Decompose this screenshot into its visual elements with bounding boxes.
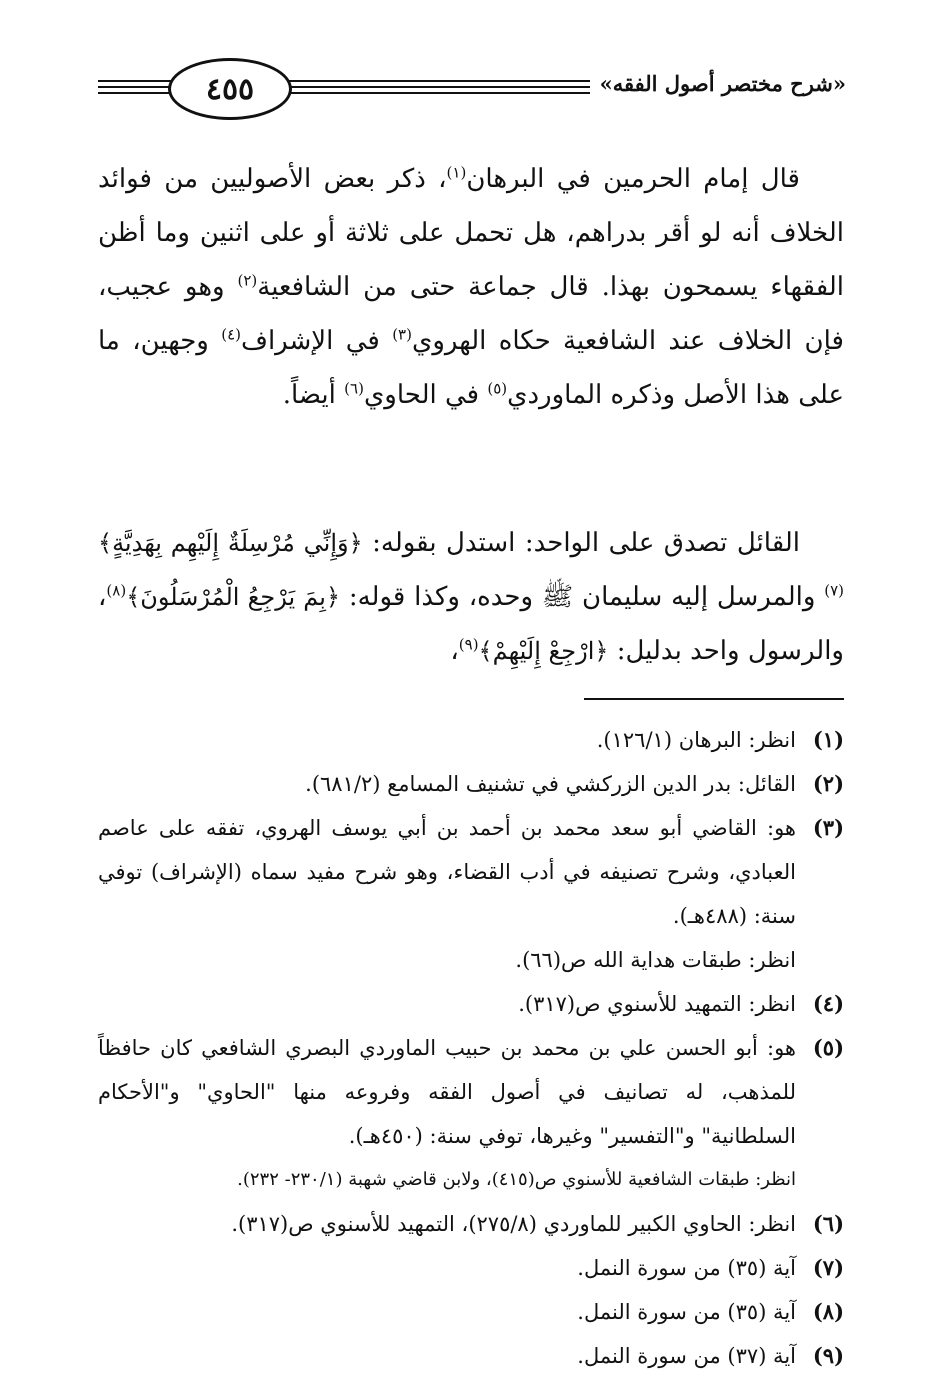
footnote-ref: (٨) bbox=[106, 581, 127, 600]
footnote-text: انظر: التمهيد للأسنوي ص(٣١٧). bbox=[518, 992, 796, 1016]
text: ، bbox=[450, 636, 459, 666]
main-paragraph-2 bbox=[98, 516, 844, 678]
footnote-ref: (٤) bbox=[221, 325, 241, 344]
footnotes bbox=[98, 718, 844, 1378]
quran-verse: ﴿بِمَ يَرْجِعُ الْمُرْسَلُونَ﴾ bbox=[126, 583, 341, 611]
footnote-text: آية (٣٧) من سورة النمل. bbox=[577, 1344, 796, 1368]
footnote-number: (٨) bbox=[812, 1299, 844, 1324]
footnote-number: (٥) bbox=[812, 1035, 844, 1060]
text: في الإشراف bbox=[241, 326, 393, 356]
footnote-item bbox=[98, 1290, 844, 1334]
footnote-item bbox=[98, 1158, 844, 1202]
footnote-ref: (٣) bbox=[392, 325, 412, 344]
text: ، ذكر بعض الأصوليين من فوائد الخلاف أنه لو أقر بدراهم، هل تحمل على ثلاثة أو على اثنين وما أظن الفقهاء يسمحون بهذا. قال جماعة حتى من الشافعية bbox=[98, 164, 845, 302]
quran-verse: ﴿وَإِنِّي مُرْسِلَةٌ إِلَيْهِم بِهَدِيَّةٍ﴾ bbox=[98, 529, 363, 557]
footnote-text: انظر: البرهان (١٢٦/١). bbox=[596, 728, 796, 752]
footnote-text: آية (٣٥) من سورة النمل. bbox=[577, 1300, 796, 1324]
text: أيضاً. bbox=[282, 380, 345, 410]
text: قال إمام الحرمين في البرهان bbox=[466, 164, 800, 194]
page-number: ٤٥٥ bbox=[168, 58, 292, 120]
footnote-text: انظر: الحاوي الكبير للماوردي (٢٧٥/٨)، التمهيد للأسنوي ص(٣١٧). bbox=[231, 1212, 796, 1236]
footnote-ref: (٩) bbox=[458, 635, 479, 654]
footnote-item bbox=[98, 1334, 844, 1378]
footnote-item bbox=[98, 1246, 844, 1290]
footnote-item bbox=[98, 982, 844, 1026]
footnote-item bbox=[98, 938, 844, 982]
footnote-item bbox=[98, 718, 844, 762]
text: وجهين، ما على هذا الأصل وذكره الماوردي bbox=[98, 326, 844, 410]
footnote-text: آية (٣٥) من سورة النمل. bbox=[577, 1256, 796, 1280]
text: والمرسل إليه سليمان ﷺ وحده، وكذا قوله: bbox=[340, 582, 825, 612]
footnote-reference: انظر: طبقات الشافعية للأسنوي ص(٤١٥)، ولابن قاضي شهبة (٢٣٠/١- ٢٣٢). bbox=[237, 1169, 796, 1190]
text: وهو عجيب، فإن الخلاف عند الشافعية حكاه الهروي bbox=[98, 272, 844, 356]
text: القائل تصدق على الواحد: استدل بقوله: bbox=[362, 528, 800, 558]
footnote-ref: (٥) bbox=[487, 379, 508, 398]
footnote-number: (٣) bbox=[812, 815, 844, 840]
quran-verse: ﴿ارْجِعْ إِلَيْهِمْ﴾ bbox=[478, 637, 609, 665]
footnote-item bbox=[98, 1026, 844, 1158]
footnote-item bbox=[98, 762, 844, 806]
footnote-ref: (٦) bbox=[344, 379, 364, 398]
footnote-number: (٤) bbox=[812, 991, 844, 1016]
footnote-text: القائل: بدر الدين الزركشي في تشنيف المسامع (٦٨١/٢). bbox=[305, 772, 796, 796]
footnote-ref: (٧) bbox=[824, 581, 844, 600]
footnote-ref: (٢) bbox=[237, 271, 258, 290]
footnote-separator bbox=[584, 698, 844, 700]
footnote-reference: انظر: طبقات هداية الله ص(٦٦). bbox=[515, 948, 796, 972]
footnote-number: (٦) bbox=[812, 1211, 844, 1236]
footnote-number: (١) bbox=[812, 727, 844, 752]
page-header bbox=[98, 56, 846, 116]
text: ، والرسول واحد بدليل: bbox=[98, 582, 844, 666]
footnote-number: (٧) bbox=[812, 1255, 844, 1280]
footnote-number: (٢) bbox=[812, 771, 844, 796]
text: في الحاوي bbox=[363, 380, 488, 410]
main-paragraph-1 bbox=[98, 152, 844, 422]
footnote-ref: (١) bbox=[446, 163, 467, 182]
footnote-text: هو: أبو الحسن علي بن محمد بن حبيب الماوردي البصري الشافعي كان حافظاً للمذهب، له تصانيف في أصول الفقه وفروعه منها "الحاوي" و"الأحكام السلطانية" و"التفسير" وغيرها، توفي سنة: (٤٥٠هـ). bbox=[98, 1036, 796, 1148]
footnote-text: هو: القاضي أبو سعد محمد بن أحمد بن أبي يوسف الهروي، تفقه على عاصم العبادي، وشرح تصنيفه في أدب القضاء، وهو شرح مفيد سماه (الإشراف) توفي سنة: (٤٨٨هـ). bbox=[98, 816, 796, 928]
footnote-item bbox=[98, 1202, 844, 1246]
footnote-number: (٩) bbox=[812, 1343, 844, 1368]
book-title: «شرح مختصر أصول الفقه» bbox=[590, 71, 846, 96]
footnote-item bbox=[98, 806, 844, 938]
